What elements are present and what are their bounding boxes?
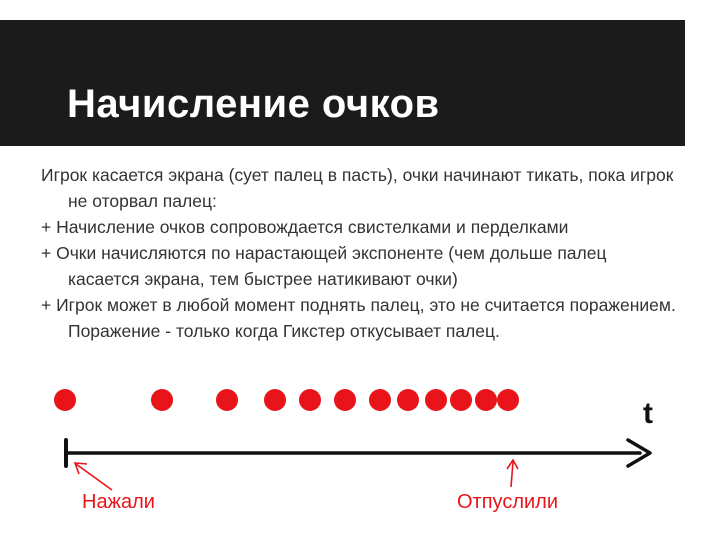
tick-dot (54, 389, 76, 411)
tick-dot (450, 389, 472, 411)
tick-dot (397, 389, 419, 411)
start-label: Нажали (82, 491, 155, 513)
tick-dot (497, 389, 519, 411)
paragraph-defeat: + Игрок может в любой момент поднять палец, это не считается поражением. Поражение - только когда Гикстер откусывает палец. (41, 295, 676, 341)
tick-dot (334, 389, 356, 411)
tick-dot (151, 389, 173, 411)
tick-dot (216, 389, 238, 411)
paragraph-exponent: + Очки начисляются по нарастающей экспоненте (чем дольше палец касается экрана, тем быстрее натикивают очки) (41, 243, 607, 289)
timeline-diagram (0, 370, 720, 540)
end-annotation-arrow (507, 460, 518, 487)
slide-title: Начисление очков (67, 82, 440, 126)
slide-body (41, 162, 681, 344)
paragraph-intro: Игрок касается экрана (сует палец в пасть), очки начинают тикать, пока игрок не оторвал палец: (41, 165, 674, 211)
axis-label-t: t (643, 397, 653, 430)
end-label: Отпуслили (457, 491, 559, 513)
tick-dots (54, 389, 519, 411)
start-annotation-arrow (75, 463, 112, 490)
tick-dot (475, 389, 497, 411)
tick-dot (299, 389, 321, 411)
tick-dot (369, 389, 391, 411)
paragraph-sounds: + Начисление очков сопровождается свистелками и перделками (41, 217, 569, 237)
tick-dot (264, 389, 286, 411)
tick-dot (425, 389, 447, 411)
